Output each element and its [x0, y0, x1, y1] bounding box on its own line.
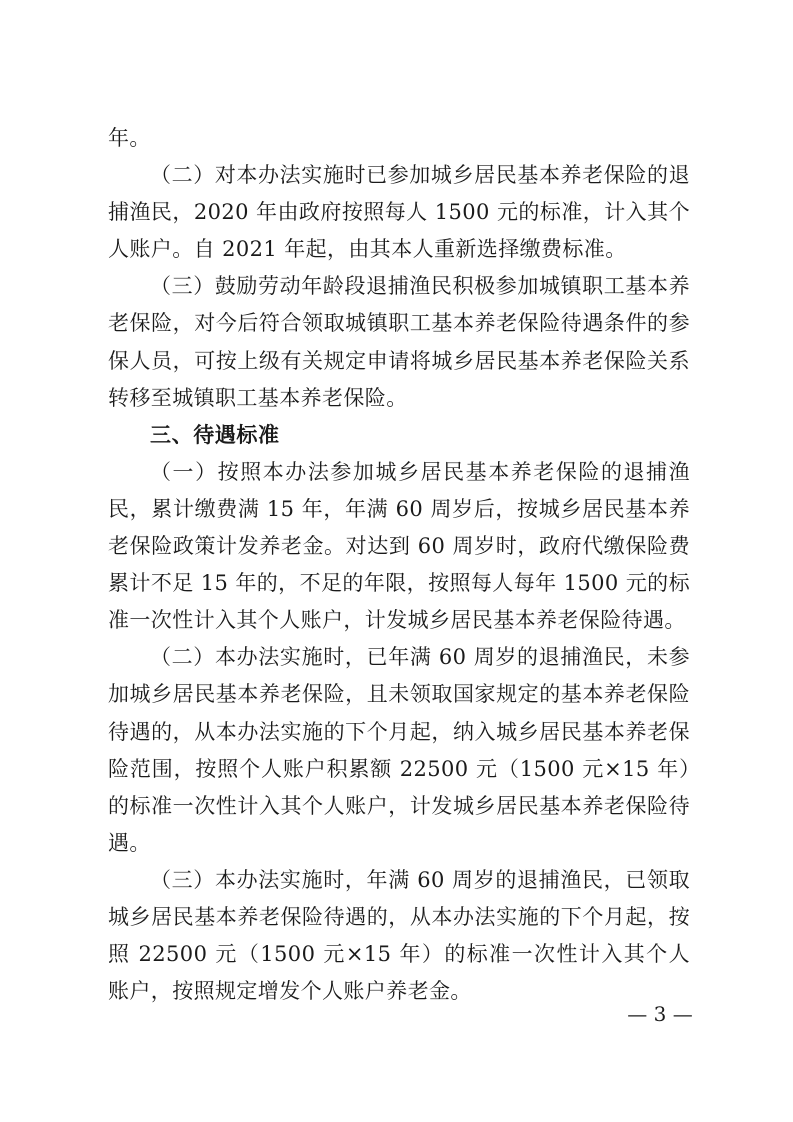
paragraph-continuation: 年。	[108, 126, 151, 150]
paragraph-item-2-3: （三）鼓励劳动年龄段退捕渔民积极参加城镇职工基本养老保险，对今后符合领取城镇职工基本养老保险待遇条件的参保人员，可按上级有关规定申请将城乡居民基本养老保险关系转移至城镇职工基本养老保险。	[108, 274, 690, 410]
paragraph-item-3-1: （一）按照本办法参加城乡居民基本养老保险的退捕渔民，累计缴费满 15 年，年满 60 周岁后，按城乡居民基本养老保险政策计发养老金。对达到 60 周岁时，政府代缴保险费累计不足 15 年的，不足的年限，按照每人每年 1500 元的标准一次性计入其个人账户，计发城乡居民基本养老保险待遇。	[108, 459, 690, 633]
section-heading-benefits: 三、待遇标准	[150, 422, 280, 447]
page-number: — 3 —	[627, 1002, 693, 1026]
body-text	[108, 120, 690, 1010]
paragraph-item-3-3: （三）本办法实施时，年满 60 周岁的退捕渔民，已领取城乡居民基本养老保险待遇的，从本办法实施的下个月起，按照 22500 元（1500 元×15 年）的标准一次性计入其个人账户，按照规定增发个人账户养老金。	[108, 867, 690, 1004]
paragraph-item-2-2: （二）对本办法实施时已参加城乡居民基本养老保险的退捕渔民，2020 年由政府按照每人 1500 元的标准，计入其个人账户。自 2021 年起，由其本人重新选择缴费标准。	[108, 163, 690, 262]
paragraph-item-3-2: （二）本办法实施时，已年满 60 周岁的退捕渔民，未参加城乡居民基本养老保险，且未领取国家规定的基本养老保险待遇的，从本办法实施的下个月起，纳入城乡居民基本养老保险范围，按照个人账户积累额 22500 元（1500 元×15 年）的标准一次性计入其个人账户，计发城乡居民基本养老保险待遇。	[108, 645, 690, 855]
